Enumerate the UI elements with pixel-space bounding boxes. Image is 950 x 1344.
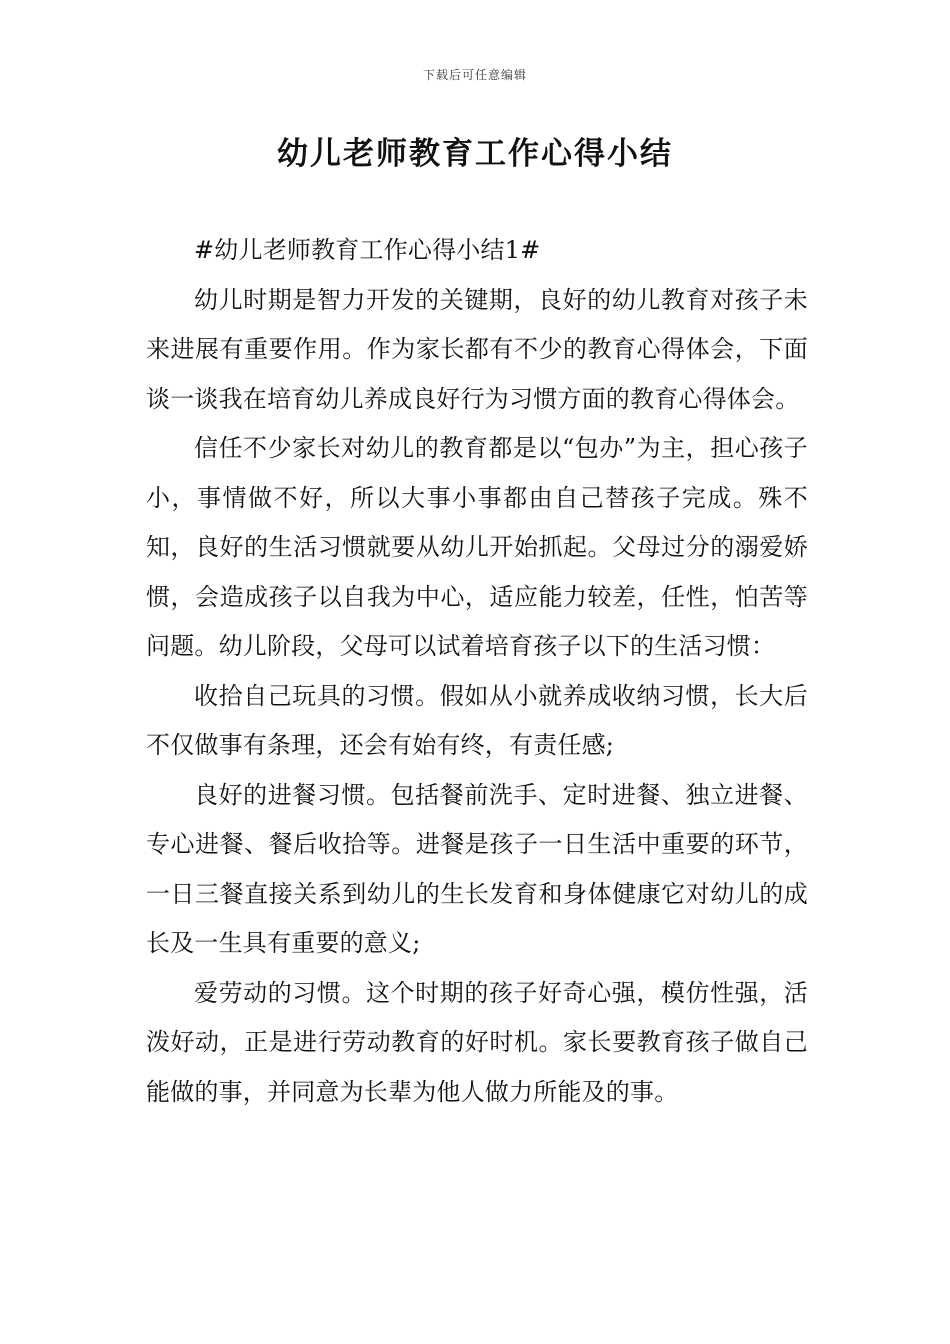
document-title: 幼儿老师教育工作心得小结	[277, 136, 673, 172]
paragraph-toys-habit: 收拾自己玩具的习惯。假如从小就养成收纳习惯，长大后不仅做事有条理，还会有始有终，有责任感;	[146, 681, 808, 759]
section-heading: #幼儿老师教育工作心得小结1#	[194, 236, 541, 264]
paragraph-labor-habit: 爱劳动的习惯。这个时期的孩子好奇心强，模仿性强，活泼好动，正是进行劳动教育的好时机。家长要教育孩子做自己能做的事，并同意为长辈为他人做力所能及的事。	[146, 978, 808, 1106]
header-note: 下载后可任意编辑	[422, 68, 527, 82]
document-body	[146, 226, 808, 1117]
paragraph-parenting: 信任不少家长对幼儿的教育都是以“包办”为主，担心孩子小，事情做不好，所以大事小事都由自己替孩子完成。殊不知，良好的生活习惯就要从幼儿开始抓起。父母过分的溺爱娇惯，会造成孩子以自我为中心，适应能力较差，任性，怕苦等问题。幼儿阶段，父母可以试着培育孩子以下的生活习惯：	[146, 434, 808, 660]
paragraph-intro: 幼儿时期是智力开发的关键期，良好的幼儿教育对孩子未来进展有重要作用。作为家长都有不少的教育心得体会，下面谈一谈我在培育幼儿养成良好行为习惯方面的教育心得体会。	[146, 285, 808, 413]
paragraph-eating-habit: 良好的进餐习惯。包括餐前洗手、定时进餐、独立进餐、专心进餐、餐后收拾等。进餐是孩子一日生活中重要的环节，一日三餐直接关系到幼儿的生长发育和身体健康它对幼儿的成长及一生具有重要的意义;	[146, 780, 808, 957]
